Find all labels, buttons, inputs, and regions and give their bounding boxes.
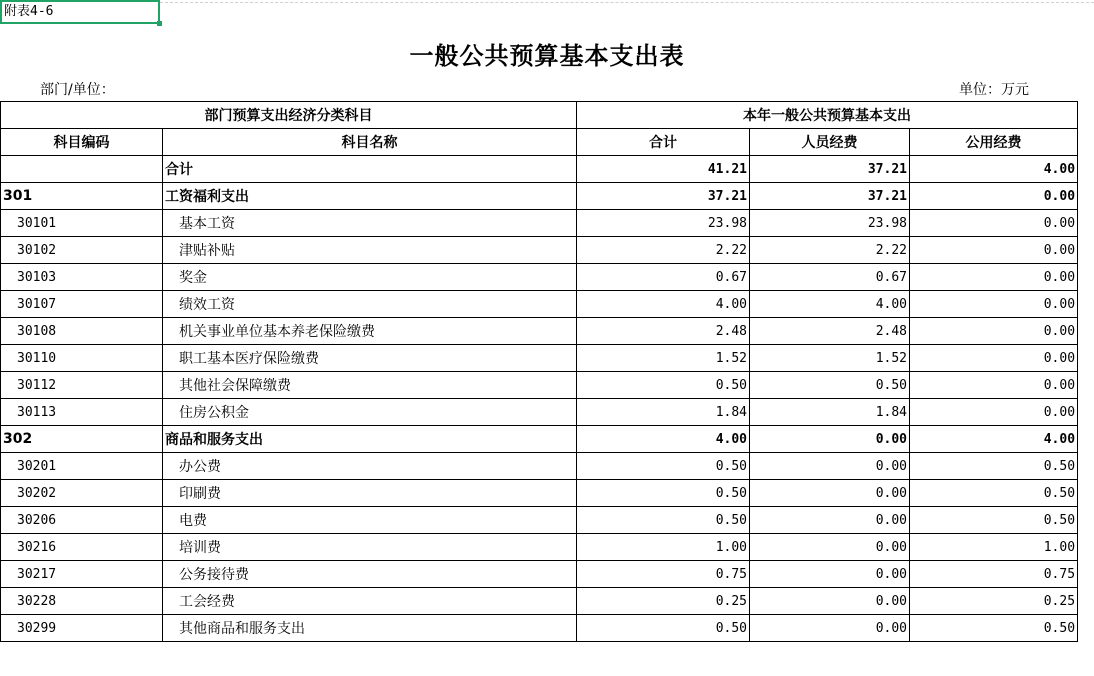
header-personnel[interactable]: 人员经费 — [750, 129, 910, 156]
cell-total[interactable]: 2.48 — [577, 318, 750, 345]
cell-code[interactable]: 30103 — [1, 264, 163, 291]
cell-total[interactable]: 0.50 — [577, 507, 750, 534]
cell-total[interactable]: 0.50 — [577, 453, 750, 480]
cell-code[interactable]: 30216 — [1, 534, 163, 561]
cell-public[interactable]: 0.00 — [910, 372, 1078, 399]
cell-code[interactable]: 30201 — [1, 453, 163, 480]
cell-name[interactable]: 印刷费 — [163, 480, 577, 507]
header-total[interactable]: 合计 — [577, 129, 750, 156]
cell-public[interactable]: 0.00 — [910, 345, 1078, 372]
cell-total[interactable]: 4.00 — [577, 291, 750, 318]
item-row — [1, 534, 1078, 561]
cell-personnel[interactable]: 23.98 — [750, 210, 910, 237]
item-row — [1, 588, 1078, 615]
cell-code[interactable]: 301 — [1, 183, 163, 210]
cell-name[interactable]: 工资福利支出 — [163, 183, 577, 210]
item-row — [1, 561, 1078, 588]
cell-total[interactable]: 1.52 — [577, 345, 750, 372]
cell-name[interactable]: 住房公积金 — [163, 399, 577, 426]
cell-public[interactable]: 0.00 — [910, 318, 1078, 345]
cell-total[interactable]: 1.00 — [577, 534, 750, 561]
header-public[interactable]: 公用经费 — [910, 129, 1078, 156]
cell-code[interactable]: 30113 — [1, 399, 163, 426]
cell-code[interactable]: 30101 — [1, 210, 163, 237]
cell-code[interactable]: 30108 — [1, 318, 163, 345]
item-row — [1, 507, 1078, 534]
cell-name[interactable]: 办公费 — [163, 453, 577, 480]
header-group-right[interactable]: 本年一般公共预算基本支出 — [577, 102, 1078, 129]
gridline — [160, 2, 1094, 3]
cell-code[interactable]: 30299 — [1, 615, 163, 642]
cell-public[interactable]: 0.75 — [910, 561, 1078, 588]
cell-total[interactable]: 0.50 — [577, 480, 750, 507]
cell-code[interactable]: 30202 — [1, 480, 163, 507]
item-row — [1, 345, 1078, 372]
cell-name[interactable]: 基本工资 — [163, 210, 577, 237]
cell-personnel[interactable]: 0.00 — [750, 534, 910, 561]
cell-name[interactable]: 电费 — [163, 507, 577, 534]
cell-name[interactable]: 职工基本医疗保险缴费 — [163, 345, 577, 372]
cell-personnel[interactable]: 0.00 — [750, 615, 910, 642]
cell-public[interactable]: 0.50 — [910, 507, 1078, 534]
cell-name[interactable]: 津贴补贴 — [163, 237, 577, 264]
cell-public[interactable]: 4.00 — [910, 426, 1078, 453]
cell-personnel[interactable]: 0.50 — [750, 372, 910, 399]
cell-code[interactable]: 30228 — [1, 588, 163, 615]
page-title: 一般公共预算基本支出表 — [409, 41, 685, 70]
selected-cell[interactable]: 附表4-6 — [0, 0, 160, 24]
item-row — [1, 480, 1078, 507]
cell-code[interactable]: 30102 — [1, 237, 163, 264]
cell-name[interactable]: 奖金 — [163, 264, 577, 291]
cell-personnel[interactable]: 0.00 — [750, 426, 910, 453]
item-row — [1, 453, 1078, 480]
cell-personnel[interactable]: 0.00 — [750, 453, 910, 480]
cell-code[interactable]: 30217 — [1, 561, 163, 588]
cell-code[interactable]: 302 — [1, 426, 163, 453]
header-code[interactable]: 科目编码 — [1, 129, 163, 156]
item-row — [1, 372, 1078, 399]
cell-name[interactable]: 工会经费 — [163, 588, 577, 615]
cell-public[interactable]: 0.25 — [910, 588, 1078, 615]
cell-public[interactable]: 0.00 — [910, 264, 1078, 291]
header-group-row — [1, 102, 1078, 129]
item-row — [1, 291, 1078, 318]
cell-total[interactable]: 4.00 — [577, 426, 750, 453]
cell-personnel[interactable]: 2.48 — [750, 318, 910, 345]
cell-personnel[interactable]: 1.52 — [750, 345, 910, 372]
cell-personnel[interactable]: 0.00 — [750, 507, 910, 534]
cell-code[interactable]: 30107 — [1, 291, 163, 318]
dept-label: 部门/单位： — [40, 82, 115, 98]
cell-name[interactable]: 绩效工资 — [163, 291, 577, 318]
cell-total[interactable]: 0.67 — [577, 264, 750, 291]
cell-name[interactable]: 商品和服务支出 — [163, 426, 577, 453]
cell-public[interactable]: 0.50 — [910, 453, 1078, 480]
cell-personnel[interactable]: 0.00 — [750, 561, 910, 588]
group-row — [1, 183, 1078, 210]
item-row — [1, 399, 1078, 426]
header-name[interactable]: 科目名称 — [163, 129, 577, 156]
cell-total[interactable]: 41.21 — [577, 156, 750, 183]
cell-name[interactable]: 其他社会保障缴费 — [163, 372, 577, 399]
total-row — [1, 156, 1078, 183]
cell-personnel[interactable]: 37.21 — [750, 156, 910, 183]
cell-public[interactable]: 0.50 — [910, 615, 1078, 642]
cell-total[interactable]: 23.98 — [577, 210, 750, 237]
cell-total[interactable]: 0.75 — [577, 561, 750, 588]
header-group-left[interactable]: 部门预算支出经济分类科目 — [1, 102, 577, 129]
cell-public[interactable]: 0.50 — [910, 480, 1078, 507]
cell-public[interactable]: 1.00 — [910, 534, 1078, 561]
cell-personnel[interactable]: 0.67 — [750, 264, 910, 291]
cell-name[interactable]: 公务接待费 — [163, 561, 577, 588]
header-column-row — [1, 129, 1078, 156]
cell-total[interactable]: 2.22 — [577, 237, 750, 264]
cell-public[interactable]: 4.00 — [910, 156, 1078, 183]
budget-table — [0, 101, 1078, 642]
cell-personnel[interactable]: 1.84 — [750, 399, 910, 426]
item-row — [1, 615, 1078, 642]
unit-label: 单位：万元 — [959, 82, 1029, 98]
cell-personnel[interactable]: 4.00 — [750, 291, 910, 318]
cell-code[interactable]: 30206 — [1, 507, 163, 534]
cell-name[interactable]: 合计 — [163, 156, 577, 183]
cell-personnel[interactable]: 0.00 — [750, 480, 910, 507]
cell-public[interactable]: 0.00 — [910, 210, 1078, 237]
cell-total[interactable]: 37.21 — [577, 183, 750, 210]
cell-personnel[interactable]: 0.00 — [750, 588, 910, 615]
cell-public[interactable]: 0.00 — [910, 237, 1078, 264]
item-row — [1, 318, 1078, 345]
item-row — [1, 237, 1078, 264]
cell-name[interactable]: 机关事业单位基本养老保险缴费 — [163, 318, 577, 345]
cell-public[interactable]: 0.00 — [910, 183, 1078, 210]
cell-code[interactable]: 30112 — [1, 372, 163, 399]
cell-public[interactable]: 0.00 — [910, 399, 1078, 426]
cell-personnel[interactable]: 2.22 — [750, 237, 910, 264]
item-row — [1, 264, 1078, 291]
cell-code[interactable]: 30110 — [1, 345, 163, 372]
cell-name[interactable]: 培训费 — [163, 534, 577, 561]
cell-total[interactable]: 0.50 — [577, 615, 750, 642]
cell-name[interactable]: 其他商品和服务支出 — [163, 615, 577, 642]
cell-total[interactable]: 0.25 — [577, 588, 750, 615]
cell-total[interactable]: 0.50 — [577, 372, 750, 399]
cell-total[interactable]: 1.84 — [577, 399, 750, 426]
cell-personnel[interactable]: 37.21 — [750, 183, 910, 210]
group-row — [1, 426, 1078, 453]
cell-public[interactable]: 0.00 — [910, 291, 1078, 318]
item-row — [1, 210, 1078, 237]
cell-code[interactable] — [1, 156, 163, 183]
